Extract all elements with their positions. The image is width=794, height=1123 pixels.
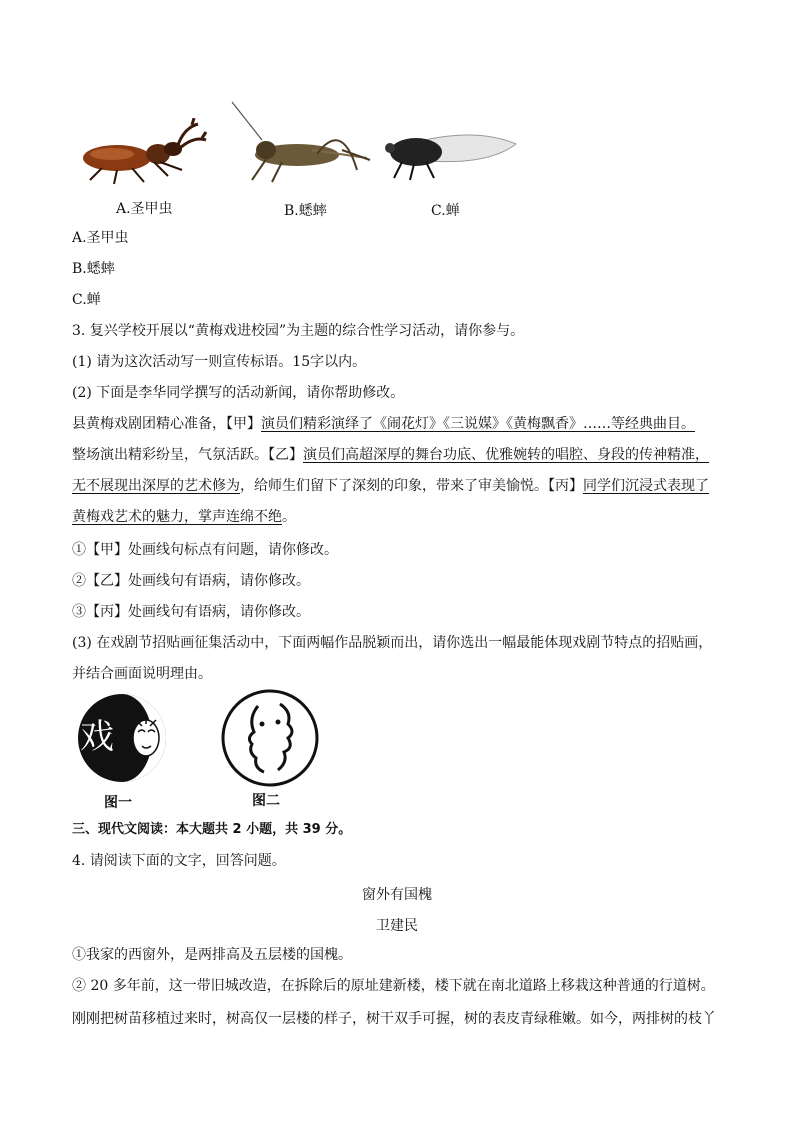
news-text: ，给师生们留下了深刻的印象，带来了审美愉悦。【丙】: [240, 478, 583, 494]
underlined-sentence-bing-cont: 黄梅戏艺术的魅力，掌声连绵不绝: [72, 509, 282, 525]
article-para-2-line-2: 刚刚把树苗移植过来时，树高仅一层楼的样子，树干双手可握，树的表皮青绿稚嫩。如今，两排树的枝丫: [72, 1011, 716, 1027]
news-line-4: [72, 508, 296, 526]
q3-sub3-line2: 并结合画面说明理由。: [72, 666, 212, 682]
underlined-sentence-jia: 演员们精彩演绎了《闹花灯》《三说媒》《黄梅飘香》……等经典曲目。: [261, 416, 695, 432]
article-title: 窗外有国槐: [362, 887, 432, 903]
stag-beetle-image: [72, 118, 212, 188]
option-a: A.圣甲虫: [72, 230, 129, 246]
poster-figure-1: [76, 690, 168, 790]
news-line-3: [72, 477, 709, 495]
news-text: 。: [282, 509, 296, 525]
poster-1-character: 戏: [80, 717, 114, 757]
cicada-icon: [385, 135, 516, 180]
cricket-image: [222, 100, 372, 185]
insect-caption-a: A.圣甲虫: [116, 201, 173, 217]
poster-figure-2: [218, 688, 322, 788]
poster-caption-1: 图一: [104, 795, 132, 811]
news-line-1: [72, 415, 695, 433]
q3-task1: ①【甲】处画线句标点有问题，请你修改。: [72, 542, 338, 558]
underlined-sentence-yi: 演员们高超深厚的舞台功底、优雅婉转的唱腔、身段的传神精准，: [303, 447, 709, 463]
q3-sub1: (1) 请为这次活动写一则宣传标语。15字以内。: [72, 354, 367, 370]
q3-task3: ③【丙】处画线句有语病，请你修改。: [72, 604, 310, 620]
underlined-sentence-bing: 同学们沉浸式表现了: [583, 478, 709, 494]
insect-caption-b: B.蟋蟀: [284, 203, 327, 219]
cicada-image: [376, 122, 521, 187]
q3-sub3-line1: (3) 在戏剧节招贴画征集活动中，下面两幅作品脱颖而出，请你选出一幅最能体现戏剧节特点的招贴画，: [72, 635, 713, 651]
news-text: 县黄梅戏剧团精心准备，【甲】: [72, 416, 261, 432]
q3-stem: 3. 复兴学校开展以“黄梅戏进校园”为主题的综合性学习活动，请你参与。: [72, 323, 525, 339]
article-para-1: ①我家的西窗外，是两排高及五层楼的国槐。: [72, 947, 352, 963]
news-line-2: [72, 446, 709, 464]
q4-stem: 4. 请阅读下面的文字，回答问题。: [72, 853, 286, 869]
article-para-2-line-1: ② 20 多年前，这一带旧城改造，在拆除后的原址建新楼，楼下就在南北道路上移栽这种普通的行道树。: [72, 978, 715, 994]
underlined-sentence-yi-cont: 无不展现出深厚的艺术修为: [72, 478, 240, 494]
q3-sub2: (2) 下面是李华同学撰写的活动新闻，请你帮助修改。: [72, 385, 405, 401]
news-text: 整场演出精彩纷呈，气氛活跃。【乙】: [72, 447, 303, 463]
section-3-heading: 三、现代文阅读：本大题共 2 小题，共 39 分。: [72, 822, 352, 837]
cricket-icon: [232, 102, 370, 182]
article-author: 卫建民: [376, 918, 418, 934]
option-b: B.蟋蟀: [72, 261, 115, 277]
beetle-icon: [83, 118, 206, 184]
option-c: C.蝉: [72, 292, 101, 308]
poster-caption-2: 图二: [252, 793, 280, 809]
q3-task2: ②【乙】处画线句有语病，请你修改。: [72, 573, 310, 589]
insect-caption-c: C.蝉: [431, 203, 460, 219]
